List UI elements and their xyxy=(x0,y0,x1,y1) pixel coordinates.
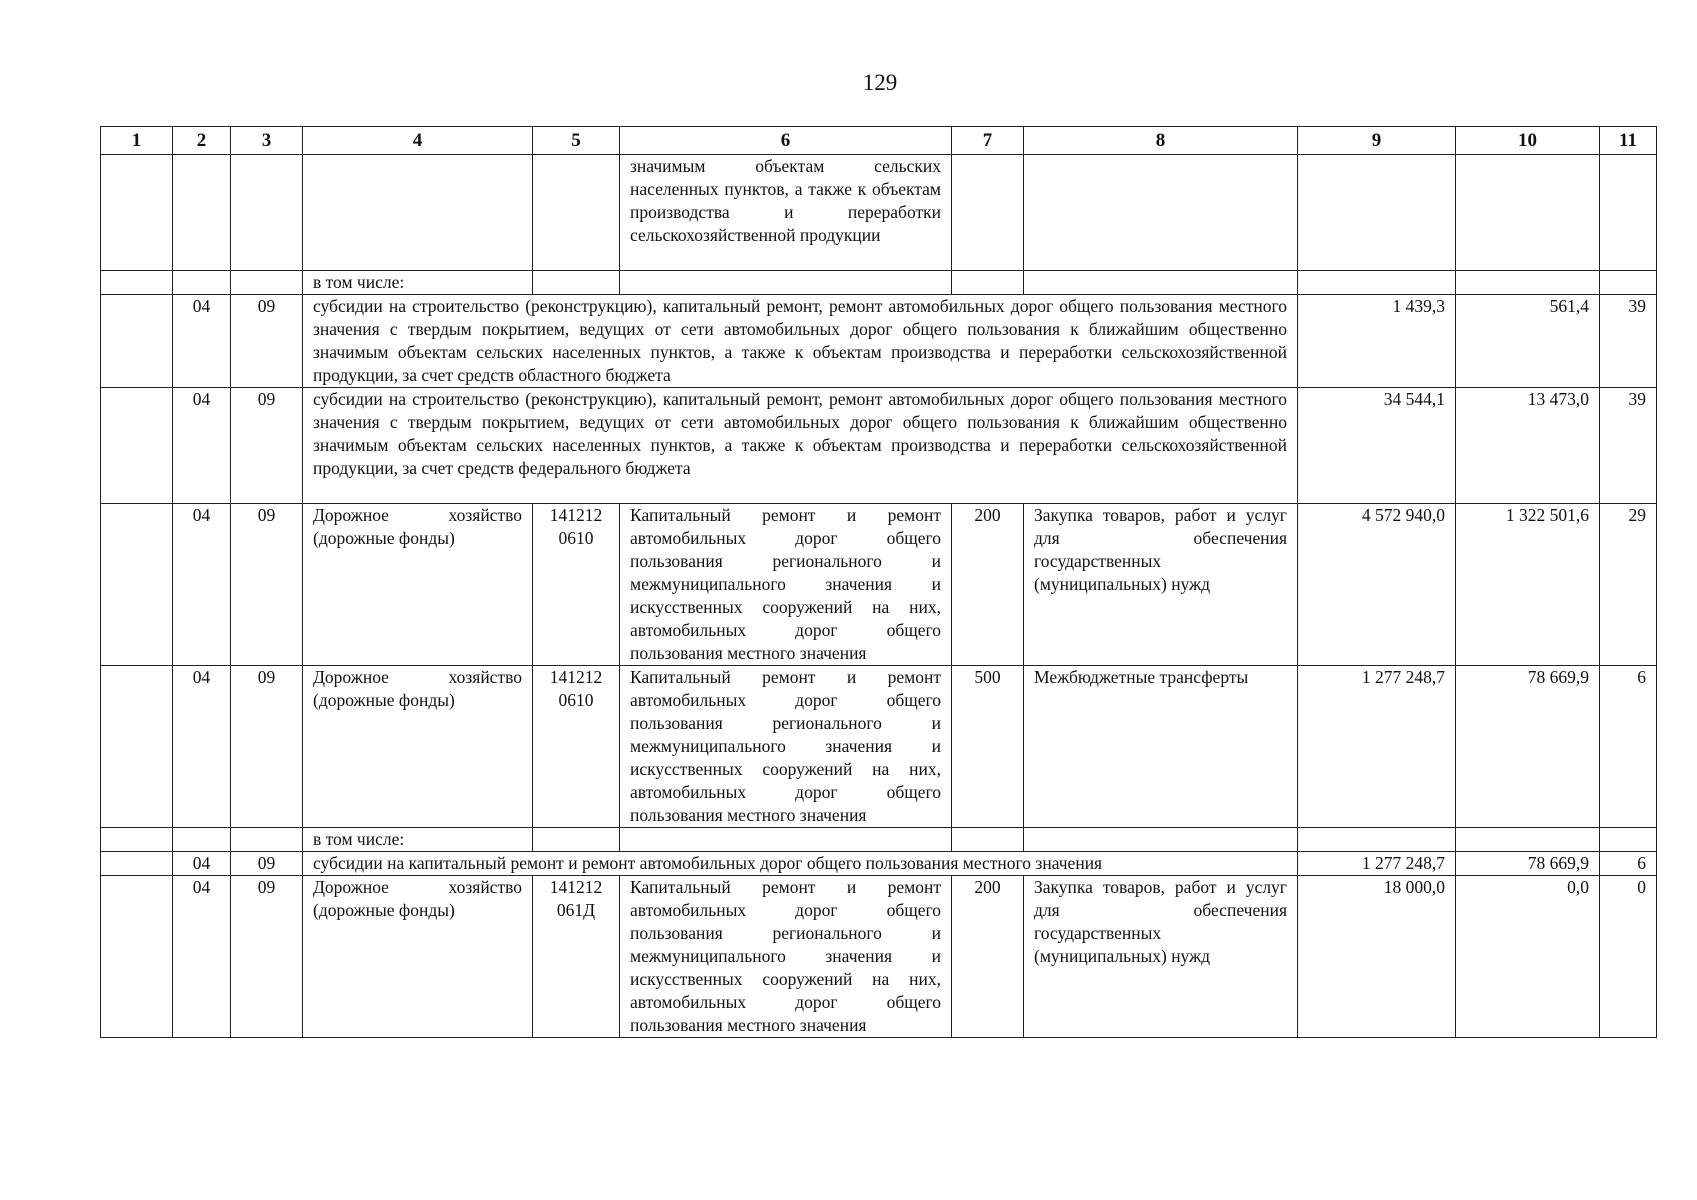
execution-percent: 6 xyxy=(1600,666,1657,828)
target-article-code: 141212 0610 xyxy=(533,666,620,828)
table-row xyxy=(101,876,1657,1038)
column-header: 11 xyxy=(1600,127,1657,155)
budget-item-name: Дорожное хозяйство (дорожные фонды) xyxy=(303,504,533,666)
table-row xyxy=(101,828,1657,852)
approved-amount: 34 544,1 xyxy=(1298,388,1456,504)
table-row xyxy=(101,388,1657,504)
direction-description: Капитальный ремонт и ремонт автомобильных дорог общего пользования регионального и межмуниципального значения и искусственных сооружений на них, автомобильных дорог общего пользования местного значения xyxy=(620,876,952,1038)
column-header: 4 xyxy=(303,127,533,155)
column-header: 10 xyxy=(1456,127,1600,155)
budget-table xyxy=(100,126,1657,1038)
subsection-code: 09 xyxy=(231,666,303,828)
expense-type-name: Закупка товаров, работ и услуг для обеспечения государственных (муниципальных) нужд xyxy=(1024,504,1298,666)
column-header: 6 xyxy=(620,127,952,155)
section-code: 04 xyxy=(173,504,231,666)
table-row xyxy=(101,504,1657,666)
subsidy-description: субсидии на капитальный ремонт и ремонт автомобильных дорог общего пользования местного значения xyxy=(303,852,1298,876)
direction-description: Капитальный ремонт и ремонт автомобильных дорог общего пользования регионального и межмуниципального значения и искусственных сооружений на них, автомобильных дорог общего пользования местного значения xyxy=(620,504,952,666)
table-row xyxy=(101,271,1657,295)
budget-item-name: Дорожное хозяйство (дорожные фонды) xyxy=(303,876,533,1038)
executed-amount: 1 322 501,6 xyxy=(1456,504,1600,666)
execution-percent: 29 xyxy=(1600,504,1657,666)
approved-amount: 18 000,0 xyxy=(1298,876,1456,1038)
subsection-code: 09 xyxy=(231,504,303,666)
subsection-code: 09 xyxy=(231,388,303,504)
table-header-row xyxy=(101,127,1657,155)
expense-type-code: 200 xyxy=(952,504,1024,666)
execution-percent: 6 xyxy=(1600,852,1657,876)
column-header: 8 xyxy=(1024,127,1298,155)
direction-description: Капитальный ремонт и ремонт автомобильных дорог общего пользования регионального и межмуниципального значения и искусственных сооружений на них, автомобильных дорог общего пользования местного значения xyxy=(620,666,952,828)
column-header: 3 xyxy=(231,127,303,155)
column-header: 9 xyxy=(1298,127,1456,155)
section-code: 04 xyxy=(173,666,231,828)
section-code: 04 xyxy=(173,388,231,504)
expense-type-code: 500 xyxy=(952,666,1024,828)
column-header: 1 xyxy=(101,127,173,155)
target-article-code: 141212 0610 xyxy=(533,504,620,666)
column-header: 7 xyxy=(952,127,1024,155)
section-code: 04 xyxy=(173,852,231,876)
execution-percent: 0 xyxy=(1600,876,1657,1038)
direction-description: значимым объектам сельских населенных пунктов, а также к объектам производства и переработки сельскохозяйственной продукции xyxy=(620,155,952,271)
executed-amount: 0,0 xyxy=(1456,876,1600,1038)
page-number: 129 xyxy=(862,70,898,95)
execution-percent: 39 xyxy=(1600,388,1657,504)
expense-type-code: 200 xyxy=(952,876,1024,1038)
expense-type-name: Межбюджетные трансферты xyxy=(1024,666,1298,828)
executed-amount: 78 669,9 xyxy=(1456,852,1600,876)
executed-amount: 561,4 xyxy=(1456,295,1600,388)
executed-amount: 13 473,0 xyxy=(1456,388,1600,504)
approved-amount: 1 277 248,7 xyxy=(1298,852,1456,876)
section-code: 04 xyxy=(173,876,231,1038)
expense-type-name: Закупка товаров, работ и услуг для обеспечения государственных (муниципальных) нужд xyxy=(1024,876,1298,1038)
approved-amount: 4 572 940,0 xyxy=(1298,504,1456,666)
section-caption: в том числе: xyxy=(303,828,533,852)
subsidy-description: субсидии на строительство (реконструкцию), капитальный ремонт, ремонт автомобильных дорог общего пользования местного значения с твердым покрытием, ведущих от сети автомобильных дорог общего пользования к ближайшим общественно значимым объектам сельских населенных пунктов, а также к объектам производства и переработки сельскохозяйственной продукции, за счет средств федерального бюджета xyxy=(303,388,1298,504)
table-row xyxy=(101,666,1657,828)
subsidy-description: субсидии на строительство (реконструкцию), капитальный ремонт, ремонт автомобильных дорог общего пользования местного значения с твердым покрытием, ведущих от сети автомобильных дорог общего пользования к ближайшим общественно значимым объектам сельских населенных пунктов, а также к объектам производства и переработки сельскохозяйственной продукции, за счет средств областного бюджета xyxy=(303,295,1298,388)
table-row xyxy=(101,852,1657,876)
column-header: 2 xyxy=(173,127,231,155)
column-header: 5 xyxy=(533,127,620,155)
approved-amount: 1 439,3 xyxy=(1298,295,1456,388)
executed-amount: 78 669,9 xyxy=(1456,666,1600,828)
subsection-code: 09 xyxy=(231,295,303,388)
budget-item-name: Дорожное хозяйство (дорожные фонды) xyxy=(303,666,533,828)
approved-amount: 1 277 248,7 xyxy=(1298,666,1456,828)
subsection-code: 09 xyxy=(231,852,303,876)
section-caption: в том числе: xyxy=(303,271,533,295)
execution-percent: 39 xyxy=(1600,295,1657,388)
table-row xyxy=(101,295,1657,388)
table-row xyxy=(101,155,1657,271)
target-article-code: 141212 061Д xyxy=(533,876,620,1038)
subsection-code: 09 xyxy=(231,876,303,1038)
section-code: 04 xyxy=(173,295,231,388)
